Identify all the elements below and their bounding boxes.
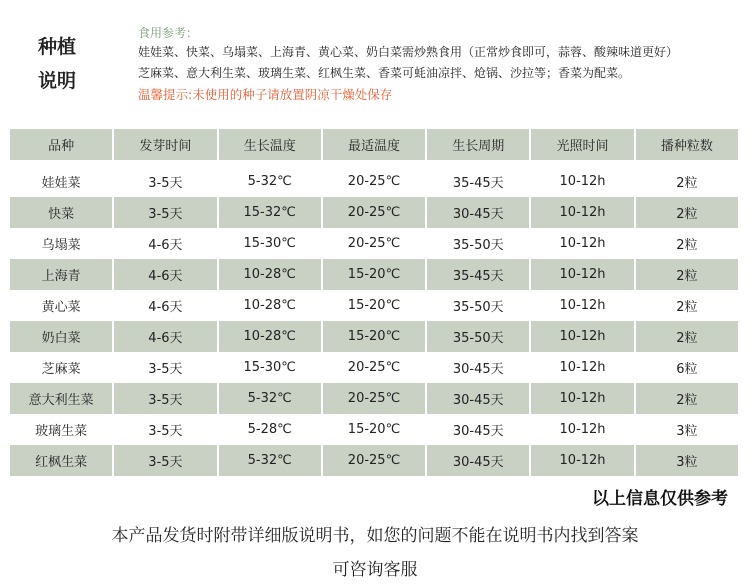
table-cell: 10-12h xyxy=(531,321,633,352)
table-cell: 玻璃生菜 xyxy=(35,424,88,439)
table-cell: 15-32℃ xyxy=(219,197,321,228)
table-cell: 2粒 xyxy=(676,238,698,253)
table-row xyxy=(10,290,738,321)
table-cell: 3-5天 xyxy=(114,445,216,476)
table-cell: 4-6天 xyxy=(114,321,216,352)
table-cell: 3粒 xyxy=(676,424,698,439)
column-header: 生长周期 xyxy=(427,129,529,166)
table-cell: 20-25℃ xyxy=(323,197,425,228)
planting-table xyxy=(8,129,740,476)
column-header: 品种 xyxy=(10,129,112,166)
table-cell: 20-25℃ xyxy=(347,174,401,189)
table-cell: 10-12h xyxy=(559,298,606,313)
table-cell: 2粒 xyxy=(636,383,738,414)
table-cell: 10-12h xyxy=(531,259,633,290)
title-line1: 种植 xyxy=(38,36,77,58)
table-row xyxy=(10,259,738,290)
column-header: 发芽时间 xyxy=(114,129,216,166)
table-cell: 10-28℃ xyxy=(219,321,321,352)
table-cell: 快菜 xyxy=(10,197,112,228)
table-body xyxy=(10,166,738,476)
table-cell: 娃娃菜 xyxy=(41,176,81,191)
table-cell: 30-45天 xyxy=(427,445,529,476)
table-cell: 4-6天 xyxy=(148,238,183,253)
table-cell: 35-50天 xyxy=(452,300,504,315)
table-cell: 10-12h xyxy=(531,383,633,414)
table-row xyxy=(10,321,738,352)
table-cell: 5-32℃ xyxy=(219,383,321,414)
table-cell: 10-28℃ xyxy=(243,298,296,313)
table-row xyxy=(10,445,738,476)
usage-line-cooked: 娃娃菜、快菜、乌塌菜、上海青、黄心菜、奶白菜需炒熟食用（正常炒食即可，蒜蓉、酸辣味道更好） xyxy=(138,45,679,59)
table-cell: 3粒 xyxy=(636,445,738,476)
table-cell: 20-25℃ xyxy=(323,445,425,476)
table-cell: 30-45天 xyxy=(427,197,529,228)
table-cell: 5-32℃ xyxy=(219,445,321,476)
table-cell: 4-6天 xyxy=(114,259,216,290)
table-cell: 3-5天 xyxy=(148,424,183,439)
table-cell: 10-12h xyxy=(531,197,633,228)
table-row xyxy=(10,228,738,259)
table-cell: 15-20℃ xyxy=(347,298,401,313)
table-cell: 15-20℃ xyxy=(323,259,425,290)
table-cell: 35-50天 xyxy=(452,238,504,253)
usage-heading: 食用参考： xyxy=(138,26,199,40)
table-cell: 30-45天 xyxy=(452,424,504,439)
table-row xyxy=(10,352,738,383)
table-cell: 10-12h xyxy=(559,236,606,251)
table-cell: 20-25℃ xyxy=(347,360,401,375)
table-header-row xyxy=(10,129,738,166)
table-cell: 红枫生菜 xyxy=(10,445,112,476)
usage-line-salad: 芝麻菜、意大利生菜、玻璃生菜、红枫生菜、香菜可蚝油凉拌、炝锅、沙拉等；香菜为配菜。 xyxy=(138,66,631,80)
table-row xyxy=(10,166,738,197)
table-cell: 20-25℃ xyxy=(347,236,401,251)
manual-note: 本产品发货时附带详细版说明书，如您的问题不能在说明书内找到答案 xyxy=(111,526,639,546)
table-cell: 6粒 xyxy=(676,362,698,377)
table-cell: 3-5天 xyxy=(148,176,183,191)
usage-reference xyxy=(138,24,743,106)
table-cell: 10-12h xyxy=(531,445,633,476)
table-cell: 3-5天 xyxy=(148,362,183,377)
table-cell: 芝麻菜 xyxy=(41,362,81,377)
table-cell: 奶白菜 xyxy=(10,321,112,352)
table-row xyxy=(10,414,738,445)
table-row xyxy=(10,197,738,228)
table-cell: 2粒 xyxy=(676,176,698,191)
table-cell: 35-50天 xyxy=(427,321,529,352)
table-row xyxy=(10,383,738,414)
table-cell: 10-12h xyxy=(559,360,606,375)
table-cell: 20-25℃ xyxy=(323,383,425,414)
title-line2: 说明 xyxy=(38,70,77,92)
table-cell: 3-5天 xyxy=(114,197,216,228)
table-cell: 15-20℃ xyxy=(347,422,401,437)
table-cell: 5-28℃ xyxy=(247,422,292,437)
table-cell: 3-5天 xyxy=(114,383,216,414)
table-cell: 上海青 xyxy=(10,259,112,290)
column-header: 生长温度 xyxy=(219,129,321,166)
table-cell: 15-30℃ xyxy=(243,236,296,251)
table-cell: 35-45天 xyxy=(452,176,504,191)
info-disclaimer: 以上信息仅供参考 xyxy=(592,489,728,509)
table-cell: 15-30℃ xyxy=(243,360,296,375)
table-cell: 15-20℃ xyxy=(323,321,425,352)
column-header: 最适温度 xyxy=(323,129,425,166)
column-header: 播种粒数 xyxy=(636,129,738,166)
table-cell: 30-45天 xyxy=(452,362,504,377)
table-cell: 2粒 xyxy=(636,197,738,228)
table-cell: 2粒 xyxy=(636,321,738,352)
table-cell: 意大利生菜 xyxy=(10,383,112,414)
table-cell: 10-12h xyxy=(559,422,606,437)
storage-warning: 温馨提示:未使用的种子请放置阴凉干燥处保存 xyxy=(138,87,393,102)
table-cell: 2粒 xyxy=(636,259,738,290)
table-cell: 35-45天 xyxy=(427,259,529,290)
table-cell: 10-12h xyxy=(559,174,606,189)
column-header: 光照时间 xyxy=(531,129,633,166)
table-cell: 5-32℃ xyxy=(247,174,292,189)
table-cell: 黄心菜 xyxy=(41,300,81,315)
table-cell: 2粒 xyxy=(676,300,698,315)
table-cell: 10-28℃ xyxy=(219,259,321,290)
table-cell: 乌塌菜 xyxy=(41,238,81,253)
contact-service-note: 可咨询客服 xyxy=(332,560,418,580)
table-cell: 4-6天 xyxy=(148,300,183,315)
table-cell: 30-45天 xyxy=(427,383,529,414)
